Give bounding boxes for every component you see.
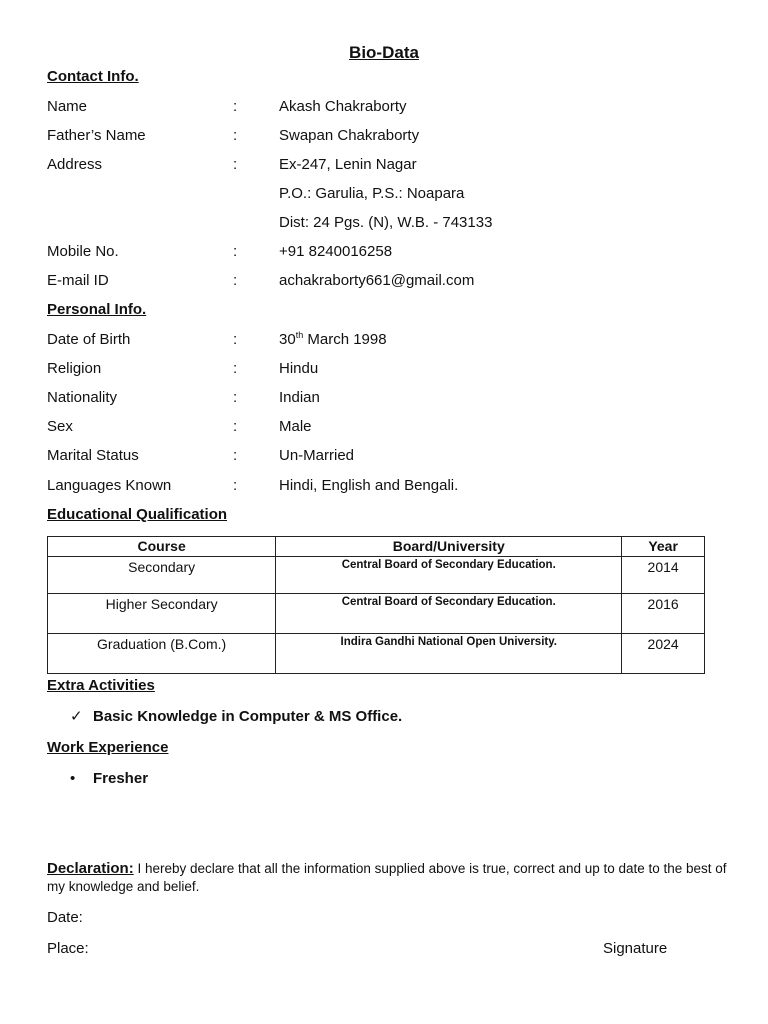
column-header-year: Year [622, 537, 705, 557]
extra-activities-heading: Extra Activities [47, 677, 155, 694]
field-label: Mobile No. [47, 243, 119, 260]
field-value [279, 331, 387, 348]
extra-activity-text: Basic Knowledge in Computer & MS Office. [93, 708, 403, 725]
contact-row-name [47, 98, 727, 120]
education-heading: Educational Qualification [47, 506, 228, 523]
contact-info-heading: Contact Info. [47, 68, 139, 85]
field-separator: : [233, 243, 238, 260]
education-table [47, 536, 705, 674]
field-value: Akash Chakraborty [279, 98, 407, 115]
column-header-board: Board/University [276, 537, 622, 557]
field-value: achakraborty661@gmail.com [279, 272, 475, 289]
field-label: Nationality [47, 389, 118, 406]
dob-day: 30 [279, 331, 296, 348]
contact-row-father-name [47, 127, 727, 149]
date-label: Date: [47, 909, 83, 926]
field-value: Swapan Chakraborty [279, 127, 420, 144]
checkmark-icon: ✓ [70, 708, 83, 725]
field-separator: : [233, 98, 238, 115]
personal-row-dob [47, 331, 727, 353]
contact-row-email [47, 272, 727, 294]
field-label: Religion [47, 360, 102, 377]
field-separator: : [233, 389, 238, 406]
table-header-row [48, 537, 705, 557]
personal-row-languages [47, 477, 727, 499]
field-label: Name [47, 98, 88, 115]
work-experience-item [70, 770, 148, 787]
course-cell: Higher Secondary [48, 594, 276, 634]
contact-row-mobile [47, 243, 727, 265]
bullet-icon: • [70, 770, 76, 787]
course-cell: Graduation (B.Com.) [48, 634, 276, 674]
field-value: Dist: 24 Pgs. (N), W.B. - 743133 [279, 214, 493, 231]
dob-day-suffix: th [295, 330, 304, 340]
page-title: Bio-Data [349, 43, 419, 62]
field-value: Ex-247, Lenin Nagar [279, 156, 417, 173]
personal-row-nationality [47, 389, 727, 411]
field-label: Address [47, 156, 103, 173]
field-value: Hindi, English and Bengali. [279, 477, 459, 494]
personal-row-religion [47, 360, 727, 382]
declaration-label: Declaration: [47, 860, 134, 877]
signature-label: Signature [603, 940, 668, 957]
field-value: Male [279, 418, 312, 435]
field-separator: : [233, 447, 238, 464]
contact-row-address-line-2 [47, 185, 727, 207]
field-value: P.O.: Garulia, P.S.: Noapara [279, 185, 465, 202]
personal-row-sex [47, 418, 727, 440]
board-cell: Indira Gandhi National Open University. [276, 634, 622, 674]
contact-row-address [47, 156, 727, 178]
field-separator: : [233, 418, 238, 435]
field-separator: : [233, 331, 238, 348]
table-row [48, 634, 705, 674]
personal-row-marital-status [47, 447, 727, 469]
field-separator: : [233, 127, 238, 144]
field-separator: : [233, 272, 238, 289]
field-label: Languages Known [47, 477, 172, 494]
field-value: Un-Married [279, 447, 355, 464]
year-cell: 2016 [622, 594, 705, 634]
contact-row-address-line-3 [47, 214, 727, 236]
column-header-course: Course [48, 537, 276, 557]
work-experience-text: Fresher [93, 770, 149, 787]
field-value: Hindu [279, 360, 319, 377]
year-cell: 2024 [622, 634, 705, 674]
board-cell: Central Board of Secondary Education. [276, 557, 622, 594]
field-value: Indian [279, 389, 320, 406]
declaration-text: I hereby declare that all the information supplied above is true, correct and up to date to the best of my knowledge and belief. [47, 861, 727, 894]
table-row [48, 557, 705, 594]
field-label: Date of Birth [47, 331, 131, 348]
work-experience-heading: Work Experience [47, 739, 169, 756]
place-label: Place: [47, 940, 89, 957]
declaration [47, 860, 727, 896]
field-label: Father’s Name [47, 127, 146, 144]
field-value: +91 8240016258 [279, 243, 393, 260]
year-cell: 2014 [622, 557, 705, 594]
dob-month-year: March 1998 [303, 331, 387, 348]
table-row [48, 594, 705, 634]
extra-activity-item [70, 707, 402, 725]
field-separator: : [233, 477, 238, 494]
board-cell: Central Board of Secondary Education. [276, 594, 622, 634]
field-label: Sex [47, 418, 73, 435]
personal-info-heading: Personal Info. [47, 301, 147, 318]
field-separator: : [233, 360, 238, 377]
field-label: Marital Status [47, 447, 139, 464]
course-cell: Secondary [48, 557, 276, 594]
field-separator: : [233, 156, 238, 173]
field-label: E-mail ID [47, 272, 109, 289]
